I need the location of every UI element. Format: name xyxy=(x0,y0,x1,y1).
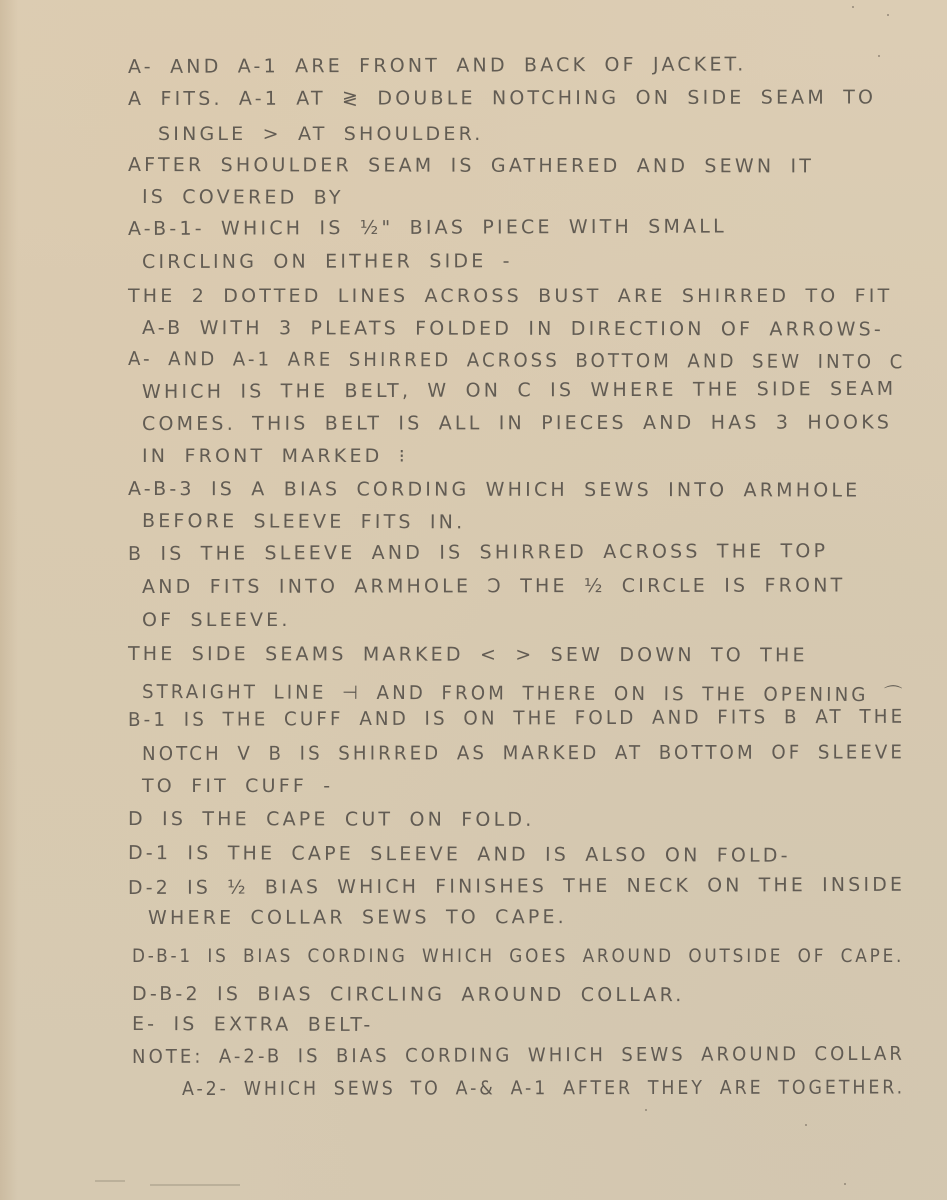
paper-speck xyxy=(852,6,854,8)
instruction-line: A-B-1- WHICH IS ½" BIAS PIECE WITH SMALL xyxy=(127,215,727,240)
instruction-line: NOTE: A-2-B IS BIAS CORDING WHICH SEWS AROUND COLLAR xyxy=(131,1042,906,1068)
instruction-line: OF SLEEVE. xyxy=(142,609,291,631)
instruction-line: COMES. THIS BELT IS ALL IN PIECES AND HAS 3 HOOKS xyxy=(141,411,893,435)
instruction-line: TO FIT CUFF - xyxy=(142,775,334,797)
instruction-line: STRAIGHT LINE ⊣ AND FROM THERE ON IS THE OPENING ⌒ xyxy=(141,681,906,707)
paper-speck xyxy=(878,55,880,57)
instruction-line: WHICH IS THE BELT, W ON C IS WHERE THE SIDE SEAM xyxy=(141,377,897,403)
instruction-line: D-B-2 IS BIAS CIRCLING AROUND COLLAR. xyxy=(131,983,685,1007)
instruction-line: THE SIDE SEAMS MARKED < > SEW DOWN TO THE xyxy=(127,643,808,667)
instruction-line: D-1 IS THE CAPE SLEEVE AND IS ALSO ON FOLD- xyxy=(127,842,791,867)
instruction-line: B IS THE SLEEVE AND IS SHIRRED ACROSS THE TOP xyxy=(127,540,829,565)
instruction-line: CIRCLING ON EITHER SIDE - xyxy=(141,250,513,273)
instruction-line: B-1 IS THE CUFF AND IS ON THE FOLD AND FITS B AT THE xyxy=(127,705,906,731)
instruction-line: IS COVERED BY xyxy=(141,186,344,209)
instruction-line: A-B WITH 3 PLEATS FOLDED IN DIRECTION OF ARROWS- xyxy=(141,317,884,341)
instruction-line: A- AND A-1 ARE FRONT AND BACK OF JACKET. xyxy=(127,53,747,78)
instruction-line: D-2 IS ½ BIAS WHICH FINISHES THE NECK ON THE INSIDE xyxy=(127,873,906,899)
instruction-line: D IS THE CAPE CUT ON FOLD. xyxy=(127,808,535,831)
paper-speck xyxy=(887,14,889,16)
paper-speck xyxy=(805,1124,807,1126)
paper-smudge xyxy=(95,1180,125,1182)
instruction-line: D-B-1 IS BIAS CORDING WHICH GOES AROUND OUTSIDE OF CAPE. xyxy=(132,945,905,967)
instruction-line: A FITS. A-1 AT ≷ DOUBLE NOTCHING ON SIDE SEAM TO xyxy=(127,86,877,110)
instruction-line: BEFORE SLEEVE FITS IN. xyxy=(141,510,466,534)
paper-smudge xyxy=(150,1184,240,1186)
instruction-line: SINGLE > AT SHOULDER. xyxy=(158,123,484,145)
instruction-line: A- AND A-1 ARE SHIRRED ACROSS BOTTOM AND SEW INTO C xyxy=(127,348,906,374)
instruction-line: AND FITS INTO ARMHOLE Ↄ THE ½ CIRCLE IS FRONT xyxy=(141,574,846,598)
instruction-line: WHERE COLLAR SEWS TO CAPE. xyxy=(147,906,567,929)
instruction-line: E- IS EXTRA BELT- xyxy=(131,1013,374,1037)
instruction-line: A-B-3 IS A BIAS CORDING WHICH SEWS INTO ARMHOLE xyxy=(127,478,861,502)
paper-speck xyxy=(844,1183,846,1185)
instruction-line: AFTER SHOULDER SEAM IS GATHERED AND SEWN IT xyxy=(127,154,815,178)
paper-speck xyxy=(645,1109,647,1111)
instruction-line: A-2- WHICH SEWS TO A-& A-1 AFTER THEY ARE TOGETHER. xyxy=(181,1076,906,1100)
instruction-line: NOTCH V B IS SHIRRED AS MARKED AT BOTTOM OF SLEEVE xyxy=(141,741,905,765)
instruction-line: THE 2 DOTTED LINES ACROSS BUST ARE SHIRRED TO FIT xyxy=(128,285,893,307)
instruction-line: IN FRONT MARKED ⁝ xyxy=(142,445,408,467)
